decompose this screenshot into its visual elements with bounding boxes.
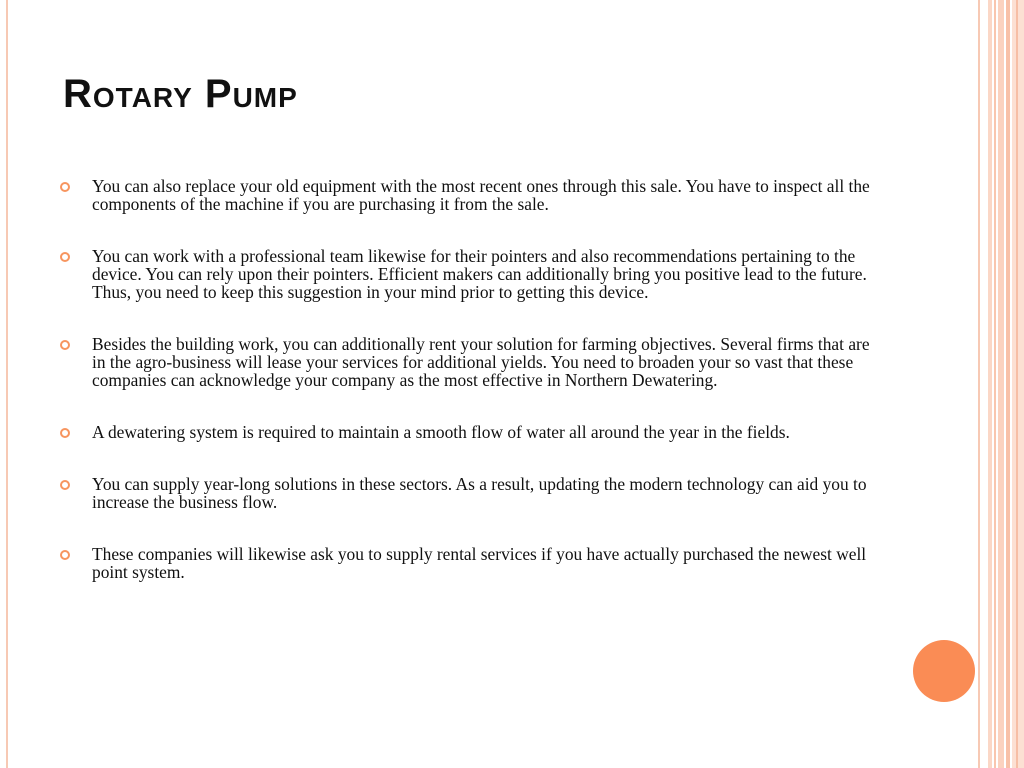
decorative-stripe [1016,0,1018,768]
bullet-text: You can work with a professional team likewise for their pointers and also recommendations pertaining to the device. You can rely upon their pointers. Efficient makers can additionally bring you positive lead to the future. Thus, you need to keep this suggestion in your mind prior to getting this device. [92,246,867,302]
bullet-circle-icon [60,428,70,438]
bullet-text: You can supply year-long solutions in these sectors. As a result, updating the modern technology can aid you to increase the business flow. [92,474,867,512]
bullet-circle-icon [60,252,70,262]
bullet-list [60,177,880,615]
decorative-stripe [988,0,992,768]
decorative-stripe [1006,0,1010,768]
bullet-text: Besides the building work, you can additionally rent your solution for farming objectives. Several firms that are in the agro-business will lease your services for additional yields. You need to broaden your so vast that these companies can acknowledge your company as the most effective in Northern Dewatering. [92,334,870,390]
bullet-item [60,247,880,301]
bullet-circle-icon [60,550,70,560]
bullet-circle-icon [60,480,70,490]
decorative-circle [913,640,975,702]
bullet-item [60,177,880,213]
slide-frame-left [6,0,8,768]
bullet-circle-icon [60,340,70,350]
decorative-stripe [998,0,1004,768]
bullet-circle-icon [60,182,70,192]
bullet-item [60,545,880,581]
slide-title: Rotary Pump [63,72,298,116]
decorative-stripe [1012,0,1024,768]
bullet-item [60,475,880,511]
bullet-text: These companies will likewise ask you to supply rental services if you have actually purchased the newest well point system. [92,544,867,582]
bullet-text: A dewatering system is required to maintain a smooth flow of water all around the year in the fields. [92,422,790,442]
bullet-item [60,335,880,389]
decorative-stripe [994,0,996,768]
bullet-text: You can also replace your old equipment with the most recent ones through this sale. You have to inspect all the components of the machine if you are purchasing it from the sale. [92,176,870,214]
bullet-item [60,423,880,441]
slide-frame-right [978,0,980,768]
